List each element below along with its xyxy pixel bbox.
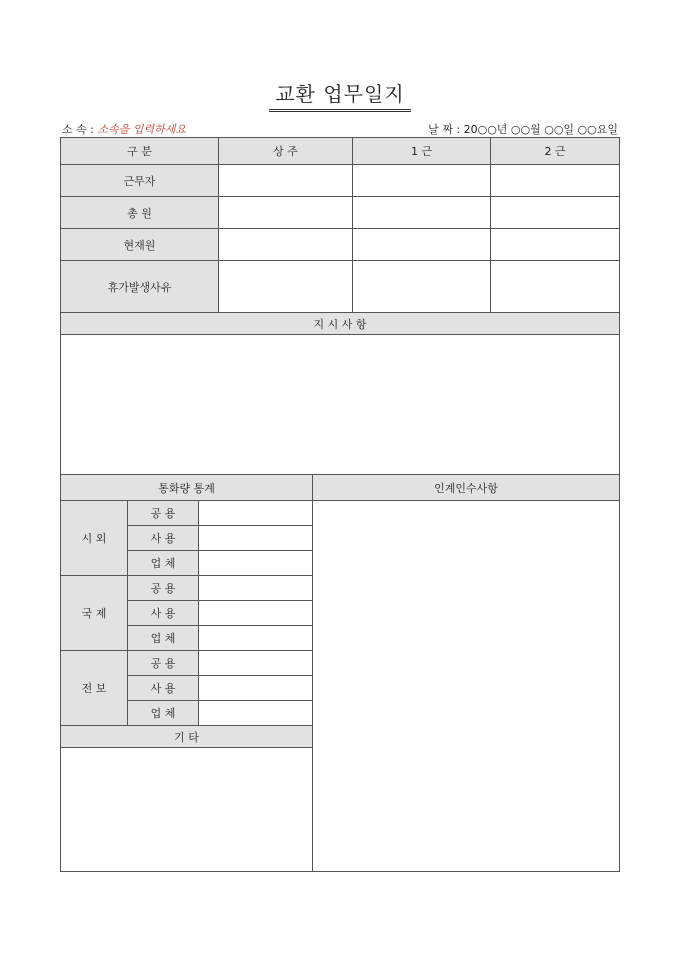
cell-present-shift-2[interactable] bbox=[491, 229, 620, 261]
staff-table bbox=[60, 137, 620, 475]
row-label-workers: 근무자 bbox=[61, 165, 219, 197]
instructions-header: 지 시 사 항 bbox=[61, 313, 620, 335]
value-telegram-private[interactable] bbox=[199, 676, 313, 701]
affiliation-field[interactable]: 소속을 입력하세요 bbox=[97, 123, 186, 136]
cell-workers-shift-2[interactable] bbox=[491, 165, 620, 197]
item-private: 사 용 bbox=[128, 676, 199, 701]
page-title bbox=[0, 78, 680, 112]
value-long-distance-business[interactable] bbox=[199, 551, 313, 576]
date-label: 날 짜 : bbox=[428, 123, 461, 136]
other-body[interactable] bbox=[61, 748, 313, 872]
item-business: 업 체 bbox=[128, 551, 199, 576]
value-telegram-public[interactable] bbox=[199, 651, 313, 676]
call-stats-header: 통화량 통계 bbox=[61, 475, 313, 501]
item-private: 사 용 bbox=[128, 526, 199, 551]
cell-present-shift-1[interactable] bbox=[353, 229, 491, 261]
item-public: 공 용 bbox=[128, 501, 199, 526]
item-public: 공 용 bbox=[128, 576, 199, 601]
date-field[interactable]: 20○○년 ○○월 ○○일 ○○요일 bbox=[463, 123, 618, 136]
value-international-private[interactable] bbox=[199, 601, 313, 626]
cell-workers-resident[interactable] bbox=[219, 165, 353, 197]
value-telegram-business[interactable] bbox=[199, 701, 313, 726]
cell-leave-shift-2[interactable] bbox=[491, 261, 620, 313]
instructions-body[interactable] bbox=[61, 335, 620, 475]
group-long-distance: 시 외 bbox=[61, 501, 128, 576]
header-shift-1: 1 근 bbox=[353, 138, 491, 165]
cell-total-resident[interactable] bbox=[219, 197, 353, 229]
item-business: 업 체 bbox=[128, 701, 199, 726]
value-international-business[interactable] bbox=[199, 626, 313, 651]
value-long-distance-public[interactable] bbox=[199, 501, 313, 526]
other-header: 기 타 bbox=[61, 726, 313, 748]
cell-workers-shift-1[interactable] bbox=[353, 165, 491, 197]
cell-total-shift-1[interactable] bbox=[353, 197, 491, 229]
group-international: 국 제 bbox=[61, 576, 128, 651]
page-title-text: 교환 업무일지 bbox=[269, 78, 410, 112]
item-business: 업 체 bbox=[128, 626, 199, 651]
handover-body[interactable] bbox=[313, 501, 620, 872]
date-line bbox=[428, 121, 618, 137]
row-label-present: 현재원 bbox=[61, 229, 219, 261]
header-resident: 상 주 bbox=[219, 138, 353, 165]
row-label-total: 총 원 bbox=[61, 197, 219, 229]
group-telegram: 전 보 bbox=[61, 651, 128, 726]
header-shift-2: 2 근 bbox=[491, 138, 620, 165]
value-international-public[interactable] bbox=[199, 576, 313, 601]
handover-header: 인계인수사항 bbox=[313, 475, 620, 501]
affiliation-label: 소 속 : bbox=[62, 123, 94, 136]
row-label-leave-reason: 휴가발생사유 bbox=[61, 261, 219, 313]
cell-total-shift-2[interactable] bbox=[491, 197, 620, 229]
affiliation-line bbox=[62, 121, 186, 137]
item-public: 공 용 bbox=[128, 651, 199, 676]
header-category: 구 분 bbox=[61, 138, 219, 165]
call-stats-table bbox=[60, 474, 620, 872]
cell-leave-resident[interactable] bbox=[219, 261, 353, 313]
cell-leave-shift-1[interactable] bbox=[353, 261, 491, 313]
value-long-distance-private[interactable] bbox=[199, 526, 313, 551]
cell-present-resident[interactable] bbox=[219, 229, 353, 261]
item-private: 사 용 bbox=[128, 601, 199, 626]
